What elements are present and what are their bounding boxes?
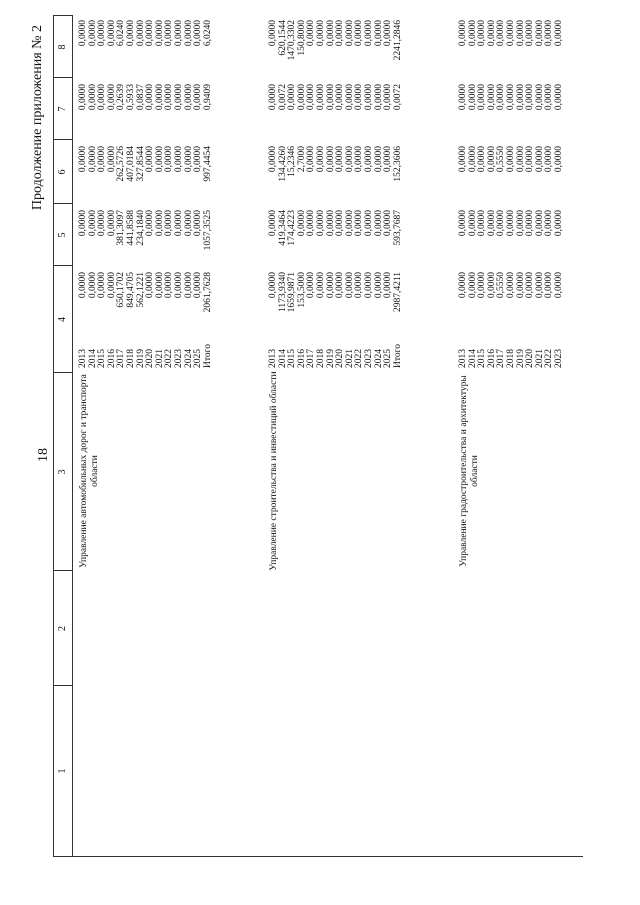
value-cell: 262,5726: [116, 146, 127, 182]
value-cell: 2,7000: [296, 146, 307, 173]
value-cell: 0,0000: [486, 146, 497, 173]
value-cell: 0,0000: [325, 146, 336, 173]
value-column-c7: [459, 84, 565, 144]
value-cell: 174,4223: [287, 210, 298, 246]
value-cell: 0,0000: [544, 84, 555, 111]
value-cell: 0,0000: [354, 272, 365, 299]
header-col-6: 6: [54, 139, 72, 204]
value-cell: 0,5550: [496, 146, 507, 173]
value-column-c5: [459, 210, 565, 270]
value-cell: 0,0000: [154, 84, 165, 111]
value-cell: 0,0000: [97, 272, 108, 299]
value-cell: 0,0000: [145, 20, 156, 47]
value-cell: 0,0000: [183, 210, 194, 237]
value-cell: 0,0000: [106, 84, 117, 111]
year-cell: 2014: [277, 349, 288, 368]
value-cell: 0,0000: [97, 84, 108, 111]
value-cell: 0,0000: [164, 20, 175, 47]
value-cell: 0,0000: [87, 272, 98, 299]
value-cell: 0,0000: [173, 272, 184, 299]
value-cell: 0,0000: [164, 210, 175, 237]
page-number: 18: [36, 448, 51, 462]
value-cell: 0,0000: [306, 84, 317, 111]
value-cell: 407,0184: [125, 146, 136, 182]
value-cell: 0,0000: [458, 210, 468, 237]
table-header-row: [53, 15, 73, 857]
value-cell: 0,0000: [486, 84, 497, 111]
value-cell: 0,0000: [544, 146, 555, 173]
value-cell: 0,0000: [145, 272, 156, 299]
value-cell: 0,0000: [505, 146, 516, 173]
value-column-c5: [269, 210, 403, 270]
value-column-c4: [459, 272, 565, 332]
department-name: Управление строительства и инвестиций области: [269, 371, 279, 571]
year-column: [79, 340, 213, 368]
value-cell: 419,3464: [277, 210, 288, 246]
value-column-c6: [459, 146, 565, 206]
year-cell: 2013: [78, 349, 88, 368]
value-cell: 0,0000: [315, 210, 326, 237]
year-cell: 2023: [173, 349, 184, 368]
year-cell: 2017: [496, 349, 507, 368]
value-cell: 0,0000: [78, 210, 88, 237]
annex-title: Продолжение приложения № 2: [30, 25, 45, 211]
value-cell: 0,0000: [553, 20, 564, 47]
year-cell: 2024: [183, 349, 194, 368]
year-cell: 2023: [553, 349, 564, 368]
value-cell: 0,0000: [315, 84, 326, 111]
value-cell: 997,4454: [202, 146, 213, 182]
department-name: Управление автомобильных дорог и транспорта области: [79, 374, 100, 568]
value-cell: 6,0240: [202, 20, 213, 47]
value-cell: 0,0000: [525, 20, 536, 47]
value-cell: 0,9409: [202, 84, 213, 111]
value-cell: 0,0000: [306, 272, 317, 299]
value-cell: 0,0000: [183, 84, 194, 111]
value-cell: 0,0000: [458, 84, 468, 111]
value-column-c4: [79, 272, 213, 332]
value-cell: 0,0000: [344, 210, 355, 237]
year-cell: 2021: [154, 349, 165, 368]
value-cell: 0,0000: [154, 210, 165, 237]
value-cell: 0,0000: [173, 210, 184, 237]
value-cell: 2061,7628: [202, 272, 213, 313]
value-cell: 0,0000: [525, 146, 536, 173]
header-col-8: 8: [57, 44, 68, 50]
year-cell: 2016: [106, 349, 117, 368]
year-cell: 2017: [116, 349, 127, 368]
value-cell: 0,0000: [477, 146, 488, 173]
value-cell: 0,0000: [268, 210, 278, 237]
value-cell: 0,0000: [173, 84, 184, 111]
value-cell: 0,0000: [183, 20, 194, 47]
value-cell: 0,0000: [467, 210, 478, 237]
value-cell: 0,0000: [306, 20, 317, 47]
year-cell: 2021: [344, 349, 355, 368]
year-column: [459, 340, 565, 368]
year-column: [269, 340, 403, 368]
value-cell: 1057,3525: [202, 210, 213, 251]
value-cell: 0,0072: [277, 84, 288, 111]
value-cell: 0,0000: [78, 20, 88, 47]
value-cell: 150,8000: [296, 20, 307, 56]
value-cell: 0,0000: [505, 84, 516, 111]
value-cell: 0,0000: [154, 272, 165, 299]
value-cell: 0,0000: [373, 210, 384, 237]
value-cell: 0,0000: [145, 146, 156, 173]
value-cell: 0,0000: [325, 20, 336, 47]
value-cell: 0,0000: [544, 20, 555, 47]
value-cell: 0,0000: [145, 84, 156, 111]
value-cell: 0,0000: [383, 272, 394, 299]
value-cell: 0,0000: [193, 210, 204, 237]
value-cell: 0,0000: [354, 20, 365, 47]
value-cell: 0,0000: [486, 210, 497, 237]
value-cell: 0,0000: [363, 272, 374, 299]
department-name: Управление градостроительства и архитектуры области: [459, 375, 480, 567]
year-cell: 2019: [135, 349, 146, 368]
value-cell: 0,0000: [467, 272, 478, 299]
value-cell: 0,0000: [467, 20, 478, 47]
value-cell: 0,0000: [106, 272, 117, 299]
year-cell: 2015: [97, 349, 108, 368]
value-cell: 0,0000: [106, 20, 117, 47]
value-cell: 0,0000: [515, 146, 526, 173]
value-cell: 0,0000: [344, 20, 355, 47]
value-cell: 0,0000: [315, 20, 326, 47]
value-column-c5: [79, 210, 213, 270]
year-cell: 2015: [477, 349, 488, 368]
value-cell: 0,0000: [306, 210, 317, 237]
value-cell: 0,0000: [183, 146, 194, 173]
value-cell: 0,0000: [467, 84, 478, 111]
value-cell: 0,0000: [335, 272, 346, 299]
value-cell: 0,0000: [525, 210, 536, 237]
value-cell: 0,0000: [534, 84, 545, 111]
value-cell: 0,0000: [477, 272, 488, 299]
value-cell: 0,0000: [354, 84, 365, 111]
value-cell: 0,0000: [193, 20, 204, 47]
value-cell: 0,0000: [363, 84, 374, 111]
value-cell: 1173,9340: [277, 272, 288, 313]
value-cell: 0,0000: [164, 146, 175, 173]
value-cell: 0,0000: [335, 210, 346, 237]
value-cell: 0,0000: [78, 84, 88, 111]
value-cell: 0,0000: [486, 272, 497, 299]
year-cell: 2018: [125, 349, 136, 368]
year-cell: 2016: [296, 349, 307, 368]
value-cell: 0,0000: [335, 20, 346, 47]
value-cell: 0,0000: [383, 20, 394, 47]
value-cell: 0,0000: [363, 20, 374, 47]
value-cell: 0,0000: [515, 84, 526, 111]
value-cell: 0,0000: [268, 84, 278, 111]
value-cell: 0,0000: [496, 20, 507, 47]
value-column-c8: [269, 20, 403, 80]
value-cell: 0,0000: [106, 146, 117, 173]
value-cell: 562,1221: [135, 272, 146, 308]
value-cell: 0,0000: [477, 84, 488, 111]
header-col-4: 4: [54, 265, 72, 373]
year-cell: 2017: [306, 349, 317, 368]
value-cell: 0,0000: [97, 210, 108, 237]
year-cell: 2022: [164, 349, 175, 368]
value-cell: 0,0072: [392, 84, 403, 111]
header-col-1: 1: [54, 685, 72, 856]
value-cell: 0,0000: [164, 272, 175, 299]
year-cell: 2015: [287, 349, 298, 368]
year-cell: 2014: [87, 349, 98, 368]
value-column-c4: [269, 272, 403, 332]
value-cell: 0,0000: [325, 210, 336, 237]
year-cell: 2022: [544, 349, 555, 368]
value-cell: 0,0000: [325, 84, 336, 111]
value-cell: 0,0000: [496, 84, 507, 111]
value-cell: 0,0000: [534, 210, 545, 237]
value-cell: 0,0000: [296, 84, 307, 111]
value-cell: 0,0000: [553, 272, 564, 299]
header-col-7: 7: [54, 77, 72, 140]
value-cell: 0,0000: [553, 84, 564, 111]
value-cell: 0,0000: [534, 146, 545, 173]
value-cell: 1659,9871: [287, 272, 298, 313]
value-cell: 0,0000: [325, 272, 336, 299]
year-cell: 2013: [268, 349, 278, 368]
value-cell: 0,0000: [287, 84, 298, 111]
value-cell: 0,0000: [268, 146, 278, 173]
value-cell: 153,5000: [296, 272, 307, 308]
value-cell: 0,0000: [458, 20, 468, 47]
year-cell: 2025: [193, 349, 204, 368]
value-cell: 0,0000: [515, 20, 526, 47]
value-cell: 0,0000: [505, 20, 516, 47]
value-cell: 0,0837: [135, 84, 146, 111]
year-cell: Итого: [392, 343, 403, 368]
value-cell: 134,4260: [277, 146, 288, 182]
header-col-2: 2: [54, 570, 72, 686]
value-cell: 0,0000: [363, 146, 374, 173]
value-cell: 0,0000: [335, 146, 346, 173]
value-column-c6: [79, 146, 213, 206]
value-cell: 0,5933: [125, 84, 136, 111]
value-column-c8: [79, 20, 213, 80]
value-cell: 0,0000: [87, 20, 98, 47]
value-cell: 0,0000: [135, 20, 146, 47]
year-cell: 2023: [363, 349, 374, 368]
year-cell: 2024: [373, 349, 384, 368]
value-cell: 0,0000: [173, 20, 184, 47]
year-cell: 2019: [325, 349, 336, 368]
table-body: [73, 14, 583, 857]
value-cell: 0,0000: [363, 210, 374, 237]
value-cell: 0,0000: [477, 210, 488, 237]
year-cell: 2016: [486, 349, 497, 368]
value-cell: 0,0000: [87, 146, 98, 173]
year-cell: 2018: [315, 349, 326, 368]
value-cell: 0,0000: [505, 272, 516, 299]
value-cell: 0,0000: [477, 20, 488, 47]
value-cell: 0,0000: [306, 146, 317, 173]
value-cell: 0,0000: [525, 272, 536, 299]
value-cell: 0,0000: [458, 272, 468, 299]
value-cell: 0,0000: [344, 84, 355, 111]
value-cell: 0,0000: [534, 20, 545, 47]
budget-table: [53, 15, 583, 857]
value-cell: 0,0000: [373, 146, 384, 173]
value-cell: 0,0000: [335, 84, 346, 111]
value-cell: 0,0000: [173, 146, 184, 173]
value-cell: 650,1702: [116, 272, 127, 308]
value-cell: 0,0000: [78, 272, 88, 299]
year-cell: 2020: [145, 349, 156, 368]
value-cell: 15,2346: [287, 146, 298, 177]
value-cell: 0,0000: [344, 272, 355, 299]
value-cell: 0,0000: [268, 272, 278, 299]
value-cell: 0,0000: [164, 84, 175, 111]
value-cell: 0,0000: [106, 210, 117, 237]
value-cell: 0,0000: [296, 210, 307, 237]
value-cell: 0,0000: [458, 146, 468, 173]
value-cell: 0,0000: [553, 210, 564, 237]
value-cell: 0,0000: [373, 20, 384, 47]
value-cell: 0,0000: [354, 210, 365, 237]
value-cell: 0,0000: [344, 146, 355, 173]
year-cell: Итого: [202, 343, 213, 368]
value-cell: 0,0000: [268, 20, 278, 47]
value-cell: 1470,3302: [287, 20, 298, 61]
value-cell: 0,0000: [553, 146, 564, 173]
value-cell: 0,0000: [154, 146, 165, 173]
value-cell: 0,0000: [125, 20, 136, 47]
header-col-5: 5: [54, 203, 72, 266]
value-cell: 620,1544: [277, 20, 288, 56]
year-cell: 2022: [354, 349, 365, 368]
value-column-c7: [269, 84, 403, 144]
value-cell: 0,0000: [354, 146, 365, 173]
value-cell: 0,0000: [154, 20, 165, 47]
value-cell: 0,0000: [193, 272, 204, 299]
value-cell: 0,0000: [97, 20, 108, 47]
value-cell: 234,1840: [135, 210, 146, 246]
year-cell: 2019: [515, 349, 526, 368]
year-cell: 2021: [534, 349, 545, 368]
value-cell: 152,3606: [392, 146, 403, 182]
value-cell: 0,0000: [467, 146, 478, 173]
value-cell: 441,8588: [125, 210, 136, 246]
value-cell: 0,0000: [544, 272, 555, 299]
value-cell: 0,0000: [505, 210, 516, 237]
value-cell: 0,0000: [315, 272, 326, 299]
value-cell: 381,3097: [116, 210, 127, 246]
value-cell: 0,5550: [496, 272, 507, 299]
value-cell: 0,0000: [145, 210, 156, 237]
value-cell: 0,0000: [515, 272, 526, 299]
year-cell: 2020: [335, 349, 346, 368]
value-cell: 0,0000: [373, 272, 384, 299]
value-column-c7: [79, 84, 213, 144]
value-cell: 0,0000: [373, 84, 384, 111]
value-cell: 0,0000: [315, 146, 326, 173]
value-cell: 593,7687: [392, 210, 403, 246]
value-cell: 849,4705: [125, 272, 136, 308]
year-cell: 2020: [525, 349, 536, 368]
value-cell: 2987,4211: [392, 272, 403, 313]
value-cell: 0,0000: [496, 210, 507, 237]
value-cell: 0,0000: [525, 84, 536, 111]
value-cell: 0,0000: [383, 146, 394, 173]
value-cell: 0,0000: [383, 84, 394, 111]
value-cell: 327,8544: [135, 146, 146, 182]
value-cell: 0,0000: [183, 272, 194, 299]
value-cell: 0,0000: [383, 210, 394, 237]
value-cell: 0,0000: [87, 84, 98, 111]
value-cell: 0,0000: [544, 210, 555, 237]
value-cell: 0,0000: [78, 146, 88, 173]
header-col-3: 3: [54, 372, 72, 571]
value-column-c6: [269, 146, 403, 206]
value-cell: 0,0000: [193, 84, 204, 111]
value-cell: 0,0000: [515, 210, 526, 237]
value-cell: 0,0000: [534, 272, 545, 299]
value-cell: 2241,2846: [392, 20, 403, 61]
value-cell: 0,0000: [193, 146, 204, 173]
value-cell: 0,0000: [97, 146, 108, 173]
value-cell: 0,2639: [116, 84, 127, 111]
value-cell: 0,0000: [87, 210, 98, 237]
value-cell: 0,0000: [486, 20, 497, 47]
year-cell: 2025: [383, 349, 394, 368]
value-column-c8: [459, 20, 565, 80]
year-cell: 2014: [467, 349, 478, 368]
year-cell: 2018: [505, 349, 516, 368]
value-cell: 6,0240: [116, 20, 127, 47]
year-cell: 2013: [458, 349, 468, 368]
